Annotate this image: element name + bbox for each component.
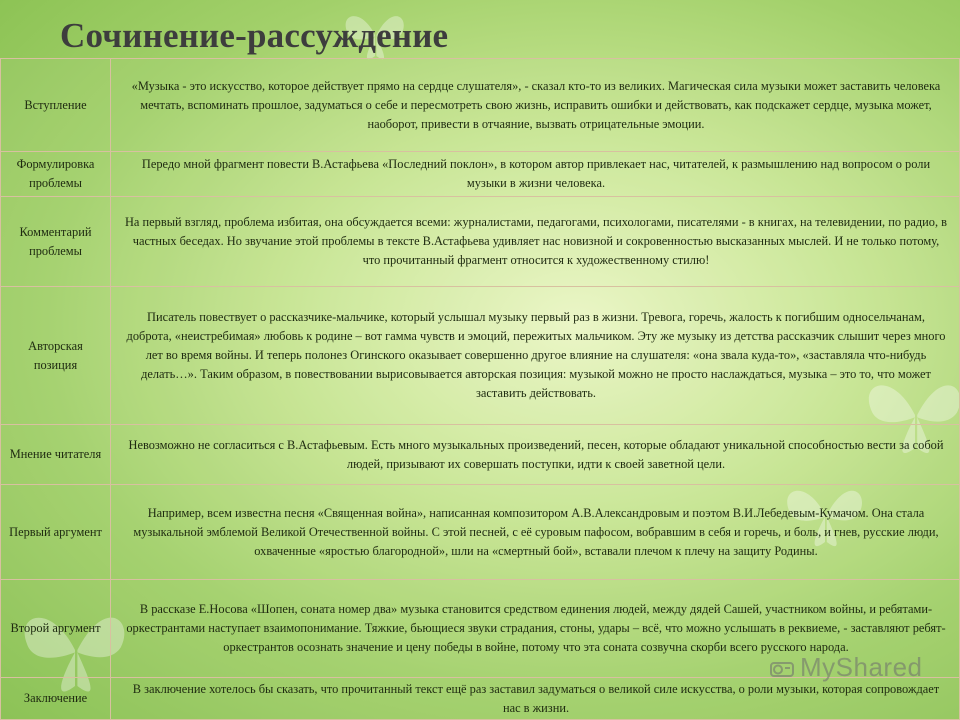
row-label: Авторская позиция <box>1 287 111 425</box>
table-row <box>1 485 960 580</box>
row-text: На первый взгляд, проблема избитая, она обсуждается всеми: журналистами, педагогами, психологами, писателями - в книгах, на телевидении, по радио, в частных беседах. Но звучание этой проблемы в тексте В.Астафьева удивляет нас новизной и сокровенностью высказанных мыслей. И не только потому, что прочитанный фрагмент относится к художественному стилю! <box>111 197 960 287</box>
projector-logo-icon <box>768 654 796 682</box>
row-label: Вступление <box>1 59 111 152</box>
row-label: Мнение читателя <box>1 425 111 485</box>
table-row <box>1 59 960 152</box>
row-label: Второй аргумент <box>1 580 111 678</box>
table-row <box>1 287 960 425</box>
row-label: Формулировка проблемы <box>1 152 111 197</box>
table-row <box>1 425 960 485</box>
row-text: Писатель повествует о рассказчике-мальчике, который услышал музыку первый раз в жизни. Тревога, горечь, жалость к погибшим односельчанам, доброта, «неистребимая» любовь к родине – вот гамма чувств и эмоций, пережитых мальчиком. Эту же музыку из детства рассказчик слышит через много лет во время войны. И теперь полонез Огинского оказывает совершенно другое влияние на слушателя: «она звала куда-то», «заставляла что-нибудь делать…». Таким образом, в повествовании вырисовывается авторская позиция: музыкой можно не просто наслаждаться, музыка – это то, что может заставить действовать. <box>111 287 960 425</box>
essay-structure-table <box>0 58 960 720</box>
table-row <box>1 152 960 197</box>
table-row <box>1 678 960 720</box>
row-text: В заключение хотелось бы сказать, что прочитанный текст ещё раз заставил задуматься о великой силе искусства, о роли музыки, которая сопровождает нас в жизни. <box>111 678 960 720</box>
row-text: В рассказе Е.Носова «Шопен, соната номер два» музыка становится средством единения людей, между дядей Сашей, участником войны, и ребятами-оркестрантами наступает взаимопонимание. Тяжкие, бьющиеся звуки страдания, стоны, удары – всё, что можно услышать в реквиеме, - заставляют ребят-оркестрантов осознать значение и цену победы в войне, потому что эта соната созвучна скорби всего русского народа. <box>111 580 960 678</box>
watermark-text: MyShared <box>800 652 923 682</box>
table-row <box>1 197 960 287</box>
row-text: Невозможно не согласиться с В.Астафьевым. Есть много музыкальных произведений, песен, которые обладают уникальной способностью вести за собой людей, призывают их совершать поступки, идти к своей заветной цели. <box>111 425 960 485</box>
row-label: Заключение <box>1 678 111 720</box>
watermark <box>768 652 923 683</box>
page-title: Сочинение-рассуждение <box>60 16 449 55</box>
row-text: Например, всем известна песня «Священная война», написанная композитором А.В.Александровым и поэтом В.И.Лебедевым-Кумачом. Она стала музыкальной эмблемой Великой Отечественной войны. С этой песней, с её суровым пафосом, вобравшим в себя и горечь, и боль, и гнев, русские люди, охваченные «яростью благородной», шли на «смертный бой», вставали плечом к плечу на защиту Родины. <box>111 485 960 580</box>
row-text: «Музыка - это искусство, которое действует прямо на сердце слушателя», - сказал кто-то из великих. Магическая сила музыки может заставить человека мечтать, вспоминать прошлое, задуматься о себе и пересмотреть свою жизнь, исправить ошибки и действовать, как подскажет сердце, музыка может, наоборот, привести в отчаяние, вызвать отрицательные эмоции. <box>111 59 960 152</box>
row-label: Комментарий проблемы <box>1 197 111 287</box>
row-text: Передо мной фрагмент повести В.Астафьева «Последний поклон», в котором автор привлекает нас, читателей, к размышлению над вопросом о роли музыки в жизни человека. <box>111 152 960 197</box>
row-label: Первый аргумент <box>1 485 111 580</box>
